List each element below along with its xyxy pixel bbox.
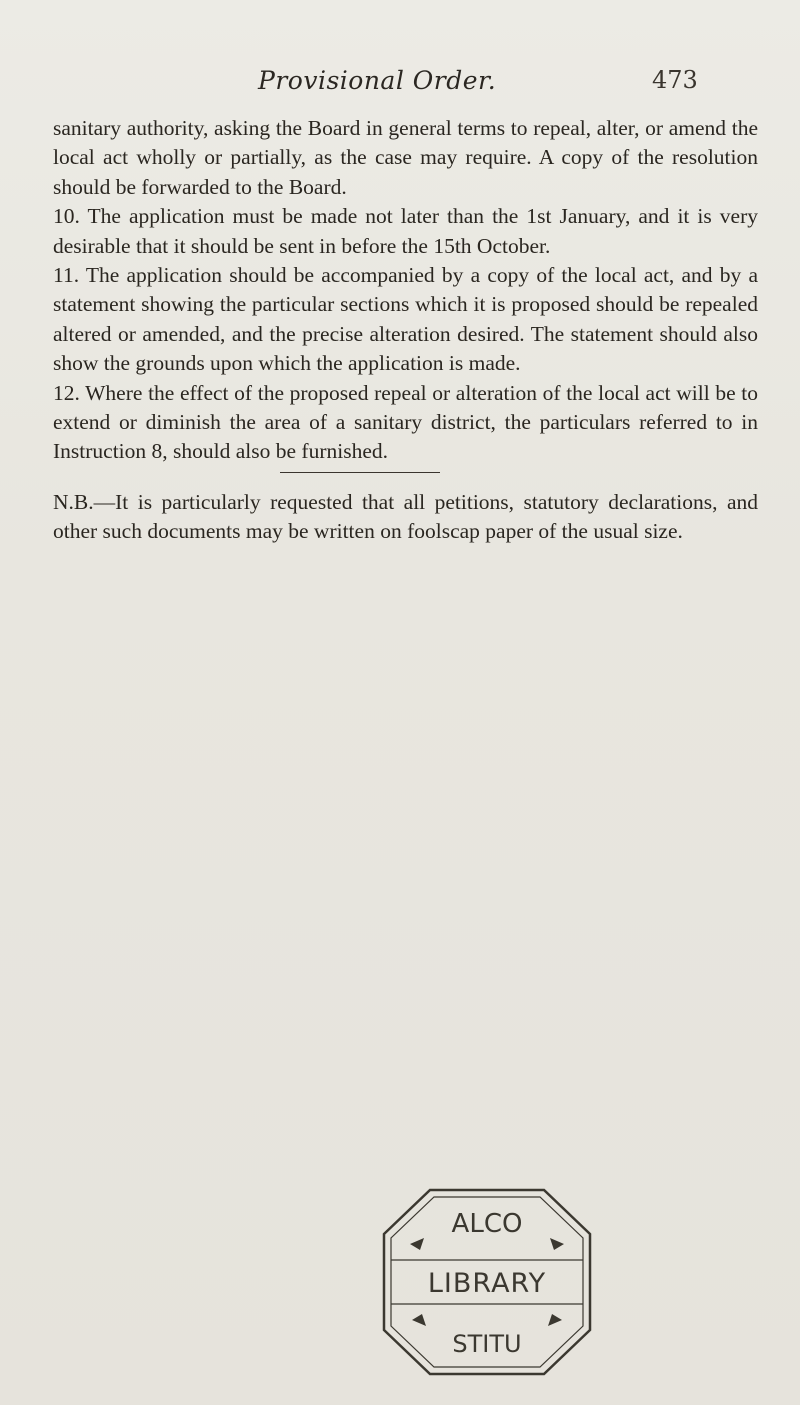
body-text	[53, 114, 758, 547]
page-number: 473	[652, 66, 698, 94]
paragraph-10: 10. The application must be made not later than the 1st January, and it is very desirable that it should be sent in before the 15th October.	[53, 204, 758, 258]
stamp-top-text: ALCO	[451, 1209, 523, 1239]
paragraph-11: 11. The application should be accompanied by a copy of the local act, and by a statement showing the particular sections which it is proposed should be repealed altered or amended, and the precise alteration desired. The statement should also show the grounds upon which the application is made.	[53, 263, 758, 376]
stamp-bottom-text: STITU	[452, 1330, 522, 1358]
running-title: Provisional Order.	[258, 66, 497, 95]
library-stamp	[368, 1182, 606, 1382]
paragraph-continuation: sanitary authority, asking the Board in general terms to repeal, alter, or amend the local act wholly or partially, as the case may require. A copy of the resolution should be forwarded to the Board.	[53, 116, 758, 199]
nota-bene: N.B.—It is particularly requested that all petitions, statutory declarations, and other such documents may be written on foolscap paper of the usual size.	[53, 489, 758, 544]
library-stamp-graphic	[368, 1182, 606, 1382]
running-header	[0, 66, 800, 106]
section-divider	[280, 472, 440, 473]
paragraph-12: 12. Where the effect of the proposed repeal or alteration of the local act will be to extend or diminish the area of a sanitary district, the particulars referred to in Instruction 8, should also be furnished.	[53, 380, 758, 464]
stamp-center-text: LIBRARY	[427, 1268, 547, 1299]
